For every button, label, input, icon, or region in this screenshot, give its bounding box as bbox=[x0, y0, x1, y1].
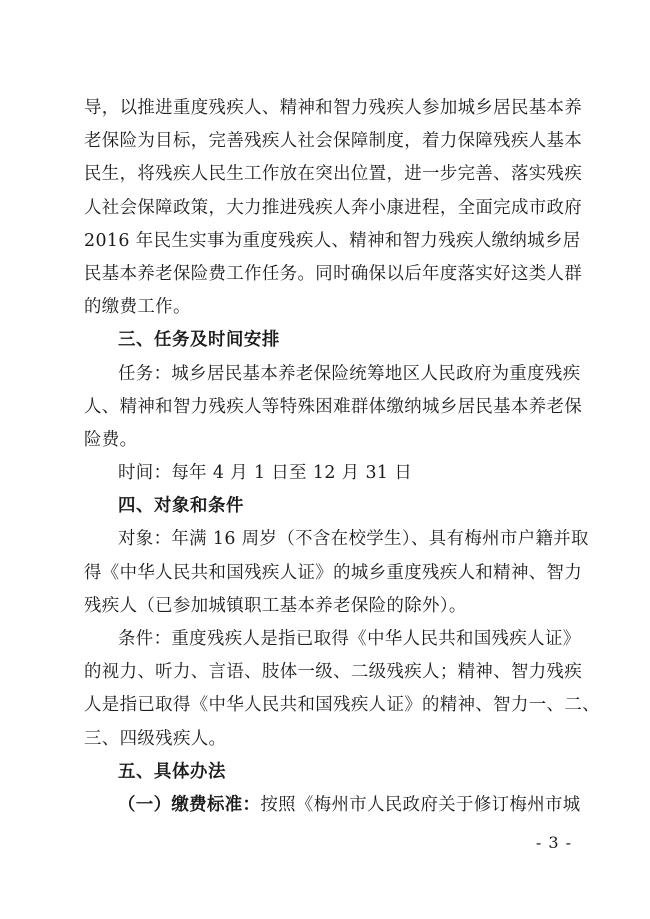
paragraph-line: 人社会保障政策，大力推进残疾人奔小康进程，全面完成市政府 bbox=[84, 197, 583, 218]
paragraph-line: 残疾人（已参加城镇职工基本养老保险的除外）。 bbox=[84, 595, 467, 616]
document-body bbox=[84, 92, 600, 822]
section-heading-methods: 五、具体办法 bbox=[118, 761, 226, 782]
item-text-fee-standard: 按照《梅州市人民政府关于修订梅州市城 bbox=[260, 794, 581, 815]
page-number: - 3 - bbox=[535, 833, 572, 852]
item-label-fee-standard: （一）缴费标准： bbox=[118, 794, 261, 815]
section-heading-tasks: 三、任务及时间安排 bbox=[118, 330, 280, 351]
paragraph-line: 对象：年满 16 周岁（不含在校学生）、具有梅州市户籍并取 bbox=[118, 529, 589, 550]
section-heading-objects: 四、对象和条件 bbox=[118, 496, 244, 517]
paragraph-line: 险费。 bbox=[84, 429, 138, 450]
paragraph-line: 民生，将残疾人民生工作放在突出位置，进一步完善、落实残疾 bbox=[84, 164, 583, 185]
paragraph-line: 的视力、听力、言语、肢体一级、二级残疾人；精神、智力残疾 bbox=[84, 662, 583, 683]
paragraph-line: 民基本养老保险费工作任务。同时确保以后年度落实好这类人群 bbox=[84, 263, 583, 284]
paragraph-line: 得《中华人民共和国残疾人证》的城乡重度残疾人和精神、智力 bbox=[84, 562, 583, 583]
paragraph-line: 人是指已取得《中华人民共和国残疾人证》的精神、智力一、二、 bbox=[84, 695, 600, 716]
paragraph-line: 人、精神和智力残疾人等特殊困难群体缴纳城乡居民基本养老保 bbox=[84, 396, 583, 417]
paragraph-line: 三、四级残疾人。 bbox=[84, 728, 227, 749]
paragraph-line: 条件：重度残疾人是指已取得《中华人民共和国残疾人证》 bbox=[118, 629, 581, 649]
paragraph-line bbox=[84, 789, 581, 822]
paragraph-line: 导，以推进重度残疾人、精神和智力残疾人参加城乡居民基本养 bbox=[84, 98, 583, 118]
paragraph-line: 的缴费工作。 bbox=[84, 297, 191, 318]
paragraph-line: 老保险为目标，完善残疾人社会保障制度，着力保障残疾人基本 bbox=[84, 131, 583, 152]
paragraph-line: 2016 年民生实事为重度残疾人、精神和智力残疾人缴纳城乡居 bbox=[84, 230, 581, 251]
paragraph-line: 任务：城乡居民基本养老保险统筹地区人民政府为重度残疾 bbox=[118, 363, 581, 384]
paragraph-line: 时间：每年 4 月 1 日至 12 月 31 日 bbox=[118, 463, 413, 484]
